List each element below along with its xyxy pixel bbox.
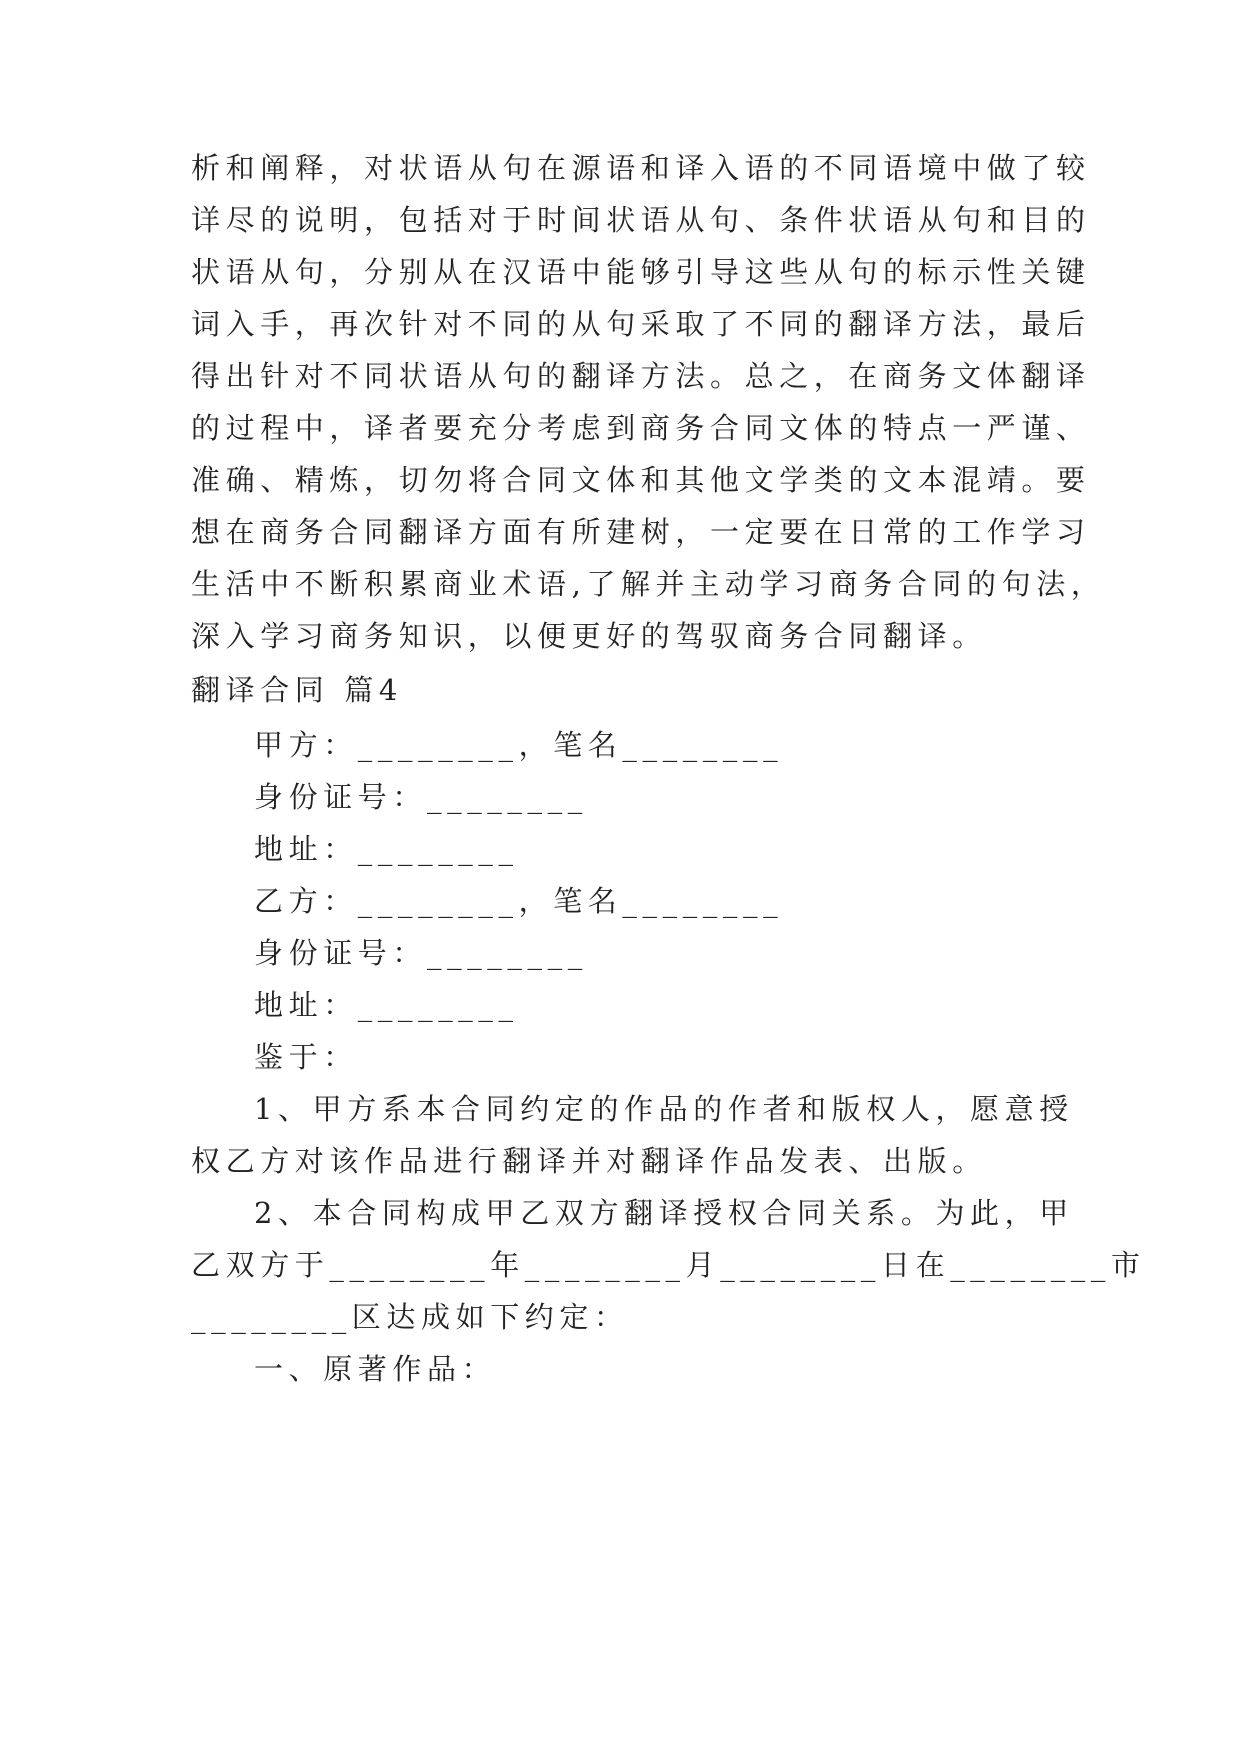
paragraph-line: 状语从句，分别从在汉语中能够引导这些从句的标示性关键 — [191, 255, 1091, 289]
paragraph-line: 深入学习商务知识，以便更好的驾驭商务合同翻译。 — [191, 619, 987, 653]
paragraph-line: 的过程中，译者要充分考虑到商务合同文体的特点一严谨、 — [191, 411, 1091, 445]
clause-2-line: 乙双方于________年________月________日在________市 — [191, 1248, 1146, 1282]
paragraph-line: 想在商务合同翻译方面有所建树，一定要在日常的工作学习 — [191, 515, 1091, 549]
clause-2-line: 2、本合同构成甲乙双方翻译授权合同关系。为此，甲 — [254, 1196, 1074, 1230]
paragraph-line: 详尽的说明，包括对于时间状语从句、条件状语从句和目的 — [191, 203, 1091, 237]
heading-original-work: 一、原著作品： — [254, 1352, 497, 1386]
party-a-address: 地址：________ — [254, 832, 519, 866]
party-a-id: 身份证号：________ — [254, 780, 588, 814]
section-title: 翻译合同 篇4 — [191, 673, 403, 707]
whereas-label: 鉴于： — [254, 1040, 358, 1074]
party-b-address: 地址：________ — [254, 988, 519, 1022]
paragraph-line: 词入手，再次针对不同的从句采取了不同的翻译方法，最后 — [191, 307, 1091, 341]
party-b-id: 身份证号：________ — [254, 936, 588, 970]
party-b-name: 乙方：________，笔名________ — [254, 884, 784, 918]
clause-2-line: ________区达成如下约定： — [191, 1300, 629, 1334]
paragraph-line: 析和阐释，对状语从句在源语和译入语的不同语境中做了较 — [191, 151, 1091, 185]
paragraph-line: 得出针对不同状语从句的翻译方法。总之，在商务文体翻译 — [191, 359, 1091, 393]
clause-1-line: 权乙方对该作品进行翻译并对翻译作品发表、出版。 — [191, 1144, 987, 1178]
paragraph-line: 生活中不断积累商业术语,了解并主动学习商务合同的句法， — [191, 567, 1106, 601]
paragraph-line: 准确、精炼，切勿将合同文体和其他文学类的文本混靖。要 — [191, 463, 1091, 497]
clause-1-line: 1、甲方系本合同约定的作品的作者和版权人，愿意授 — [254, 1092, 1074, 1126]
party-a-name: 甲方：________，笔名________ — [254, 728, 784, 762]
